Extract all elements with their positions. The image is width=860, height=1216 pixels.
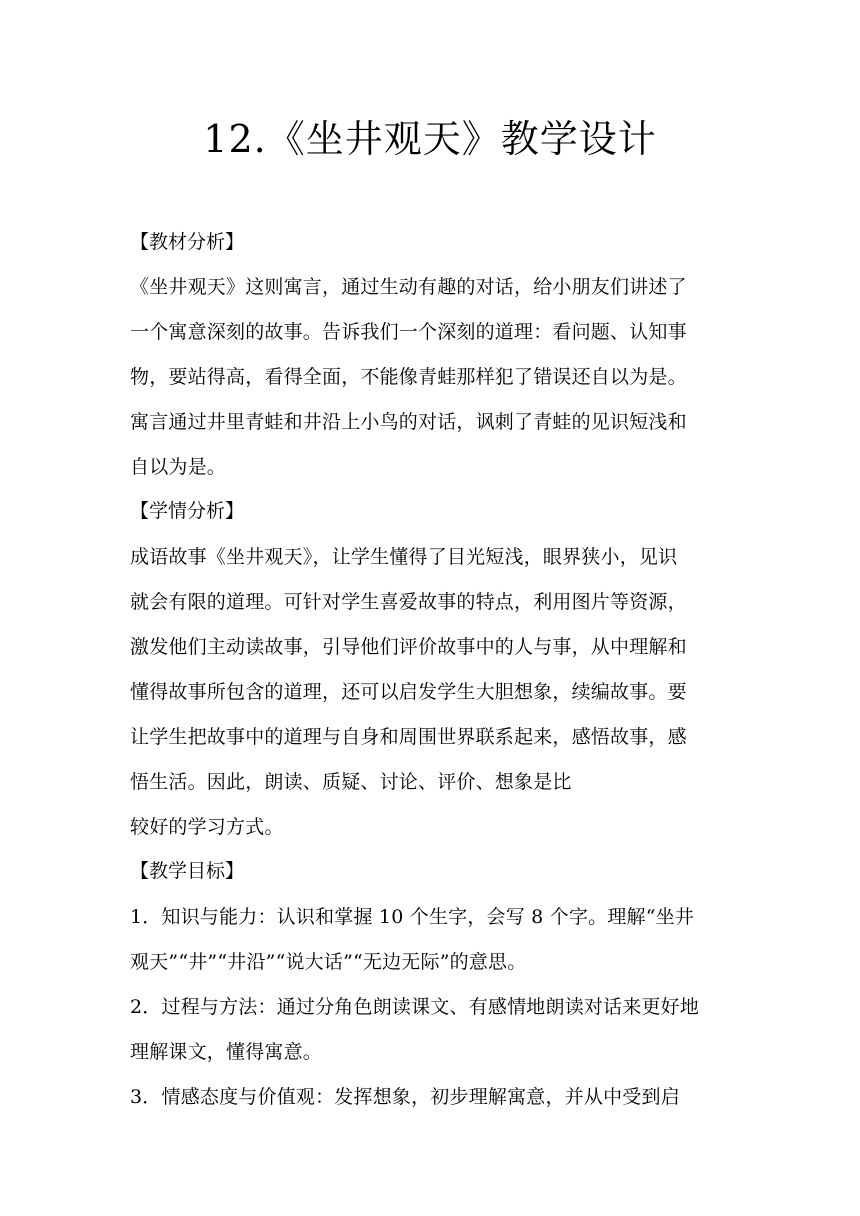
paragraph-line: 激发他们主动读故事，引导他们评价故事中的人与事，从中理解和 bbox=[130, 636, 687, 658]
paragraph-line: 让学生把故事中的道理与自身和周围世界联系起来，感悟故事，感 bbox=[130, 726, 687, 748]
section-heading-textbook-analysis: 【教材分析】 bbox=[130, 231, 245, 253]
document-title: 12.《坐井观天》教学设计 bbox=[203, 117, 657, 161]
paragraph-line: 就会有限的道理。可针对学生喜爱故事的特点，利用图片等资源， bbox=[130, 591, 687, 613]
section-heading-teaching-goals: 【教学目标】 bbox=[130, 860, 245, 882]
paragraph-line: 较好的学习方式。 bbox=[130, 816, 284, 838]
paragraph-line: 观天”“井”“井沿”“说大话”“无边无际”的意思。 bbox=[130, 951, 527, 973]
paragraph-line: 物，要站得高，看得全面，不能像青蛙那样犯了错误还自以为是。 bbox=[130, 366, 687, 388]
paragraph-line: 3．情感态度与价值观：发挥想象，初步理解寓意，并从中受到启 bbox=[130, 1086, 680, 1108]
paragraph-line: 懂得故事所包含的道理，还可以启发学生大胆想象，续编故事。要 bbox=[130, 681, 687, 703]
paragraph-line: 1．知识与能力：认识和掌握 10 个生字，会写 8 个字。理解“坐井 bbox=[130, 906, 695, 928]
paragraph-line: 成语故事《坐井观天》，让学生懂得了目光短浅，眼界狭小，见识 bbox=[130, 546, 678, 568]
paragraph-line: 《坐井观天》这则寓言，通过生动有趣的对话，给小朋友们讲述了 bbox=[130, 276, 687, 298]
paragraph-line: 理解课文，懂得寓意。 bbox=[130, 1041, 323, 1063]
paragraph-line: 2．过程与方法：通过分角色朗读课文、有感情地朗读对话来更好地 bbox=[130, 996, 700, 1018]
section-heading-student-analysis: 【学情分析】 bbox=[130, 500, 245, 522]
paragraph-line: 自以为是。 bbox=[130, 456, 227, 478]
paragraph-line: 一个寓意深刻的故事。告诉我们一个深刻的道理：看问题、认知事 bbox=[130, 321, 687, 343]
paragraph-line: 寓言通过井里青蛙和井沿上小鸟的对话，讽刺了青蛙的见识短浅和 bbox=[130, 411, 687, 433]
paragraph-line: 悟生活。因此，朗读、质疑、讨论、评价、想象是比 bbox=[130, 771, 572, 793]
